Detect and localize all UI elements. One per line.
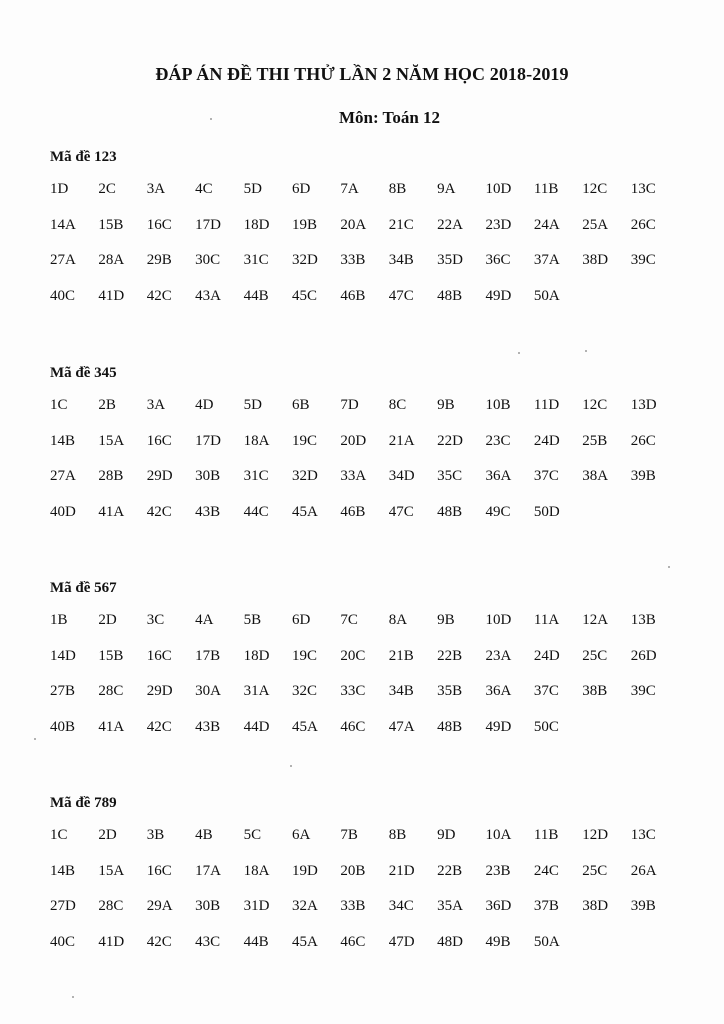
answer-cell: 41A xyxy=(98,503,125,520)
answer-cell: 36A xyxy=(485,683,512,699)
scan-speck xyxy=(72,996,74,998)
answer-cell: 23D xyxy=(485,216,512,233)
answer-cell: 3A xyxy=(146,397,166,413)
answer-cell: 23C xyxy=(485,432,511,449)
answer-cell: 29B xyxy=(146,252,172,268)
answer-cell: 28B xyxy=(98,468,124,484)
answer-cell: 48B xyxy=(437,503,463,520)
answer-cell: 16C xyxy=(146,862,172,879)
answer-cell: 47C xyxy=(388,503,414,520)
answer-cell: 49D xyxy=(485,718,512,735)
answer-cell: 5C xyxy=(243,827,262,843)
answer-cell: 42C xyxy=(146,503,172,520)
scan-speck xyxy=(668,566,670,568)
answer-cell: 4C xyxy=(195,181,213,197)
answer-cell: 3A xyxy=(146,181,166,197)
answer-cell: 40D xyxy=(50,503,76,520)
answer-cell: 25C xyxy=(582,862,608,879)
answer-cell: 10B xyxy=(485,397,511,413)
answer-cell: 14B xyxy=(50,862,76,879)
answer-cell: 6B xyxy=(291,397,310,413)
answer-cell: 39B xyxy=(630,468,656,484)
answer-cell: 21C xyxy=(388,216,414,233)
answer-cell: 4B xyxy=(195,827,213,843)
exam-code-label: Mã đề 123 xyxy=(50,149,117,165)
answer-cell: 40B xyxy=(50,718,76,735)
answer-cell: 27B xyxy=(50,683,76,699)
answer-cell: 49D xyxy=(485,287,512,304)
answer-cell: 17D xyxy=(195,216,222,233)
answer-cell: 2C xyxy=(98,181,116,197)
scan-speck xyxy=(585,350,587,352)
answer-cell: 7D xyxy=(340,397,359,413)
answer-cell: 23A xyxy=(485,647,512,664)
answer-cell: 31C xyxy=(243,468,269,484)
answer-cell: 40C xyxy=(50,287,76,304)
answer-cell: 29D xyxy=(146,468,173,484)
answer-cell: 7C xyxy=(340,612,358,628)
answer-cell: 42C xyxy=(146,287,172,304)
answer-cell: 33B xyxy=(340,252,366,268)
answer-cell: 4D xyxy=(195,397,214,413)
answer-cell: 19C xyxy=(291,647,317,664)
answer-cell: 5D xyxy=(243,397,262,413)
answer-cell: 44B xyxy=(243,933,269,950)
answer-cell: 39C xyxy=(630,252,656,268)
answer-cell: 14A xyxy=(50,216,76,233)
answer-cell: 50C xyxy=(533,718,559,735)
answer-cell: 7B xyxy=(340,827,358,843)
answer-grid xyxy=(50,394,710,536)
answer-cell: 46C xyxy=(340,718,366,735)
answer-grid xyxy=(50,609,710,751)
answer-cell: 6A xyxy=(291,827,311,843)
answer-cell: 38D xyxy=(582,898,609,914)
answer-cell: 6D xyxy=(291,181,311,197)
answer-cell: 41D xyxy=(98,933,125,950)
exam-code-section-789 xyxy=(50,792,710,966)
answer-cell: 12C xyxy=(582,181,608,197)
answer-cell: 36A xyxy=(485,468,512,484)
answer-cell: 15B xyxy=(98,647,124,664)
answer-cell: 34B xyxy=(388,683,414,699)
answer-cell: 34D xyxy=(388,468,415,484)
answer-cell: 38D xyxy=(582,252,609,268)
answer-cell: 20D xyxy=(340,432,367,449)
answer-cell: 35D xyxy=(437,252,463,268)
document-title: ĐÁP ÁN ĐỀ THI THỬ LẦN 2 NĂM HỌC 2018-2019 xyxy=(155,64,569,84)
answer-cell: 27A xyxy=(50,252,76,268)
answer-cell: 5B xyxy=(243,612,262,628)
answer-cell: 10D xyxy=(485,612,512,628)
answer-cell: 41D xyxy=(98,287,125,304)
answer-cell: 26C xyxy=(630,432,656,449)
answer-cell: 7A xyxy=(340,181,359,197)
answer-cell: 11B xyxy=(533,181,559,197)
answer-cell: 16C xyxy=(146,647,172,664)
answer-cell: 22B xyxy=(437,862,463,879)
answer-cell: 11A xyxy=(533,612,560,628)
answer-cell: 48D xyxy=(437,933,463,950)
answer-cell: 10D xyxy=(485,181,512,197)
answer-cell: 11D xyxy=(533,397,560,413)
answer-cell: 22A xyxy=(437,216,463,233)
answer-cell: 46C xyxy=(340,933,366,950)
answer-cell: 10A xyxy=(485,827,512,843)
answer-cell: 44C xyxy=(243,503,269,520)
answer-cell: 9A xyxy=(437,181,456,197)
answer-cell: 21D xyxy=(388,862,415,879)
answer-cell: 29A xyxy=(146,898,173,914)
answer-cell: 37C xyxy=(533,468,559,484)
answer-cell: 41A xyxy=(98,718,125,735)
answer-cell: 3C xyxy=(146,612,165,628)
answer-cell: 15A xyxy=(98,432,125,449)
answer-cell: 43B xyxy=(195,503,221,520)
answer-cell: 16C xyxy=(146,216,172,233)
answer-cell: 37A xyxy=(533,252,560,268)
exam-code-label: Mã đề 567 xyxy=(50,580,117,596)
answer-cell: 19D xyxy=(291,862,318,879)
answer-cell: 2B xyxy=(98,397,116,413)
answer-cell: 18A xyxy=(243,432,270,449)
answer-cell: 20A xyxy=(340,216,367,233)
answer-cell: 43C xyxy=(195,933,221,950)
answer-cell: 19C xyxy=(291,432,317,449)
answer-cell: 27A xyxy=(50,468,76,484)
subject-heading: Môn: Toán 12 xyxy=(338,108,441,127)
answer-cell: 39C xyxy=(630,683,656,699)
answer-cell: 26D xyxy=(630,647,657,664)
answer-cell: 42C xyxy=(146,718,172,735)
exam-code-label: Mã đề 789 xyxy=(50,795,117,811)
answer-cell: 8B xyxy=(388,827,407,843)
answer-cell: 43B xyxy=(195,718,221,735)
answer-cell: 1C xyxy=(50,827,68,843)
answer-cell: 30C xyxy=(195,252,221,268)
answer-grid xyxy=(50,824,710,966)
answer-cell: 15A xyxy=(98,862,125,879)
answer-cell: 19B xyxy=(291,216,317,233)
answer-grid xyxy=(50,178,710,320)
answer-cell: 2D xyxy=(98,827,117,843)
answer-cell: 17A xyxy=(195,862,222,879)
answer-cell: 29D xyxy=(146,683,173,699)
answer-cell: 18D xyxy=(243,216,270,233)
answer-cell: 21A xyxy=(388,432,415,449)
answer-cell: 9B xyxy=(437,612,455,628)
answer-cell: 12A xyxy=(582,612,609,628)
answer-cell: 38B xyxy=(582,683,608,699)
answer-cell: 50A xyxy=(533,933,560,950)
answer-cell: 42C xyxy=(146,933,172,950)
answer-cell: 31A xyxy=(243,683,270,699)
answer-cell: 48B xyxy=(437,718,463,735)
answer-cell: 35A xyxy=(437,898,463,914)
answer-cell: 35C xyxy=(437,468,463,484)
answer-cell: 48B xyxy=(437,287,463,304)
scan-speck xyxy=(518,352,520,354)
answer-cell: 25C xyxy=(582,647,608,664)
answer-cell: 20C xyxy=(340,647,366,664)
answer-cell: 46B xyxy=(340,503,366,520)
answer-cell: 9D xyxy=(437,827,456,843)
answer-cell: 30A xyxy=(195,683,222,699)
answer-cell: 8B xyxy=(388,181,407,197)
exam-code-section-123 xyxy=(50,146,710,320)
answer-cell: 34C xyxy=(388,898,414,914)
answer-cell: 40C xyxy=(50,933,76,950)
answer-cell: 3B xyxy=(146,827,165,843)
answer-cell: 45A xyxy=(291,503,318,520)
answer-cell: 15B xyxy=(98,216,124,233)
scan-speck xyxy=(290,765,292,767)
answer-cell: 46B xyxy=(340,287,366,304)
answer-cell: 27D xyxy=(50,898,76,914)
answer-cell: 32C xyxy=(291,683,317,699)
answer-cell: 22D xyxy=(437,432,463,449)
answer-cell: 17B xyxy=(195,647,221,664)
answer-cell: 45A xyxy=(291,718,318,735)
answer-cell: 44B xyxy=(243,287,269,304)
answer-cell: 22B xyxy=(437,647,463,664)
answer-cell: 34B xyxy=(388,252,414,268)
exam-code-section-567 xyxy=(50,577,710,751)
exam-code-label: Mã đề 345 xyxy=(50,365,117,381)
answer-cell: 32A xyxy=(291,898,318,914)
answer-cell: 21B xyxy=(388,647,414,664)
answer-cell: 16C xyxy=(146,432,172,449)
answer-cell: 30B xyxy=(195,468,221,484)
answer-cell: 31C xyxy=(243,252,269,268)
answer-cell: 33B xyxy=(340,898,366,914)
answer-cell: 47A xyxy=(388,718,415,735)
answer-cell: 26C xyxy=(630,216,656,233)
answer-cell: 36D xyxy=(485,898,512,914)
answer-cell: 24A xyxy=(533,216,560,233)
answer-cell: 36C xyxy=(485,252,511,268)
answer-cell: 8C xyxy=(388,397,407,413)
answer-cell: 32D xyxy=(291,252,318,268)
answer-cell: 4A xyxy=(195,612,214,628)
answer-cell: 44D xyxy=(243,718,270,735)
answer-cell: 23B xyxy=(485,862,511,879)
answer-cell: 47C xyxy=(388,287,414,304)
exam-code-section-345 xyxy=(50,362,710,536)
answer-cell: 1D xyxy=(50,181,69,197)
answer-cell: 45C xyxy=(291,287,317,304)
answer-cell: 45A xyxy=(291,933,318,950)
answer-cell: 33C xyxy=(340,683,366,699)
answer-cell: 28A xyxy=(98,252,125,268)
answer-cell: 49B xyxy=(485,933,511,950)
answer-cell: 17D xyxy=(195,432,222,449)
answer-cell: 5D xyxy=(243,181,262,197)
answer-cell: 8A xyxy=(388,612,408,628)
answer-cell: 20B xyxy=(340,862,366,879)
answer-cell: 13C xyxy=(630,181,656,197)
answer-cell: 49C xyxy=(485,503,511,520)
answer-cell: 14D xyxy=(50,647,76,664)
answer-cell: 47D xyxy=(388,933,415,950)
answer-cell: 28C xyxy=(98,898,124,914)
answer-cell: 9B xyxy=(437,397,455,413)
answer-cell: 50A xyxy=(533,287,560,304)
answer-cell: 26A xyxy=(630,862,657,879)
scan-speck xyxy=(34,738,36,740)
answer-cell: 6D xyxy=(291,612,311,628)
answer-cell: 50D xyxy=(533,503,560,520)
scan-speck xyxy=(210,118,212,120)
answer-cell: 12D xyxy=(582,827,609,843)
answer-cell: 37C xyxy=(533,683,559,699)
answer-cell: 37B xyxy=(533,898,559,914)
answer-cell: 18A xyxy=(243,862,270,879)
answer-cell: 24D xyxy=(533,432,560,449)
answer-cell: 2D xyxy=(98,612,117,628)
answer-cell: 30B xyxy=(195,898,221,914)
answer-cell: 25B xyxy=(582,432,608,449)
answer-cell: 25A xyxy=(582,216,609,233)
answer-cell: 11B xyxy=(533,827,559,843)
answer-cell: 38A xyxy=(582,468,609,484)
answer-cell: 35B xyxy=(437,683,463,699)
answer-cell: 24C xyxy=(533,862,559,879)
answer-cell: 1C xyxy=(50,397,68,413)
answer-cell: 12C xyxy=(582,397,608,413)
answer-cell: 43A xyxy=(195,287,222,304)
answer-cell: 14B xyxy=(50,432,76,449)
answer-cell: 1B xyxy=(50,612,68,628)
answer-cell: 13B xyxy=(630,612,656,628)
answer-cell: 24D xyxy=(533,647,560,664)
answer-cell: 13C xyxy=(630,827,656,843)
answer-cell: 32D xyxy=(291,468,318,484)
answer-cell: 31D xyxy=(243,898,270,914)
answer-cell: 28C xyxy=(98,683,124,699)
answer-cell: 13D xyxy=(630,397,657,413)
answer-cell: 39B xyxy=(630,898,656,914)
answer-cell: 18D xyxy=(243,647,270,664)
answer-cell: 33A xyxy=(340,468,367,484)
